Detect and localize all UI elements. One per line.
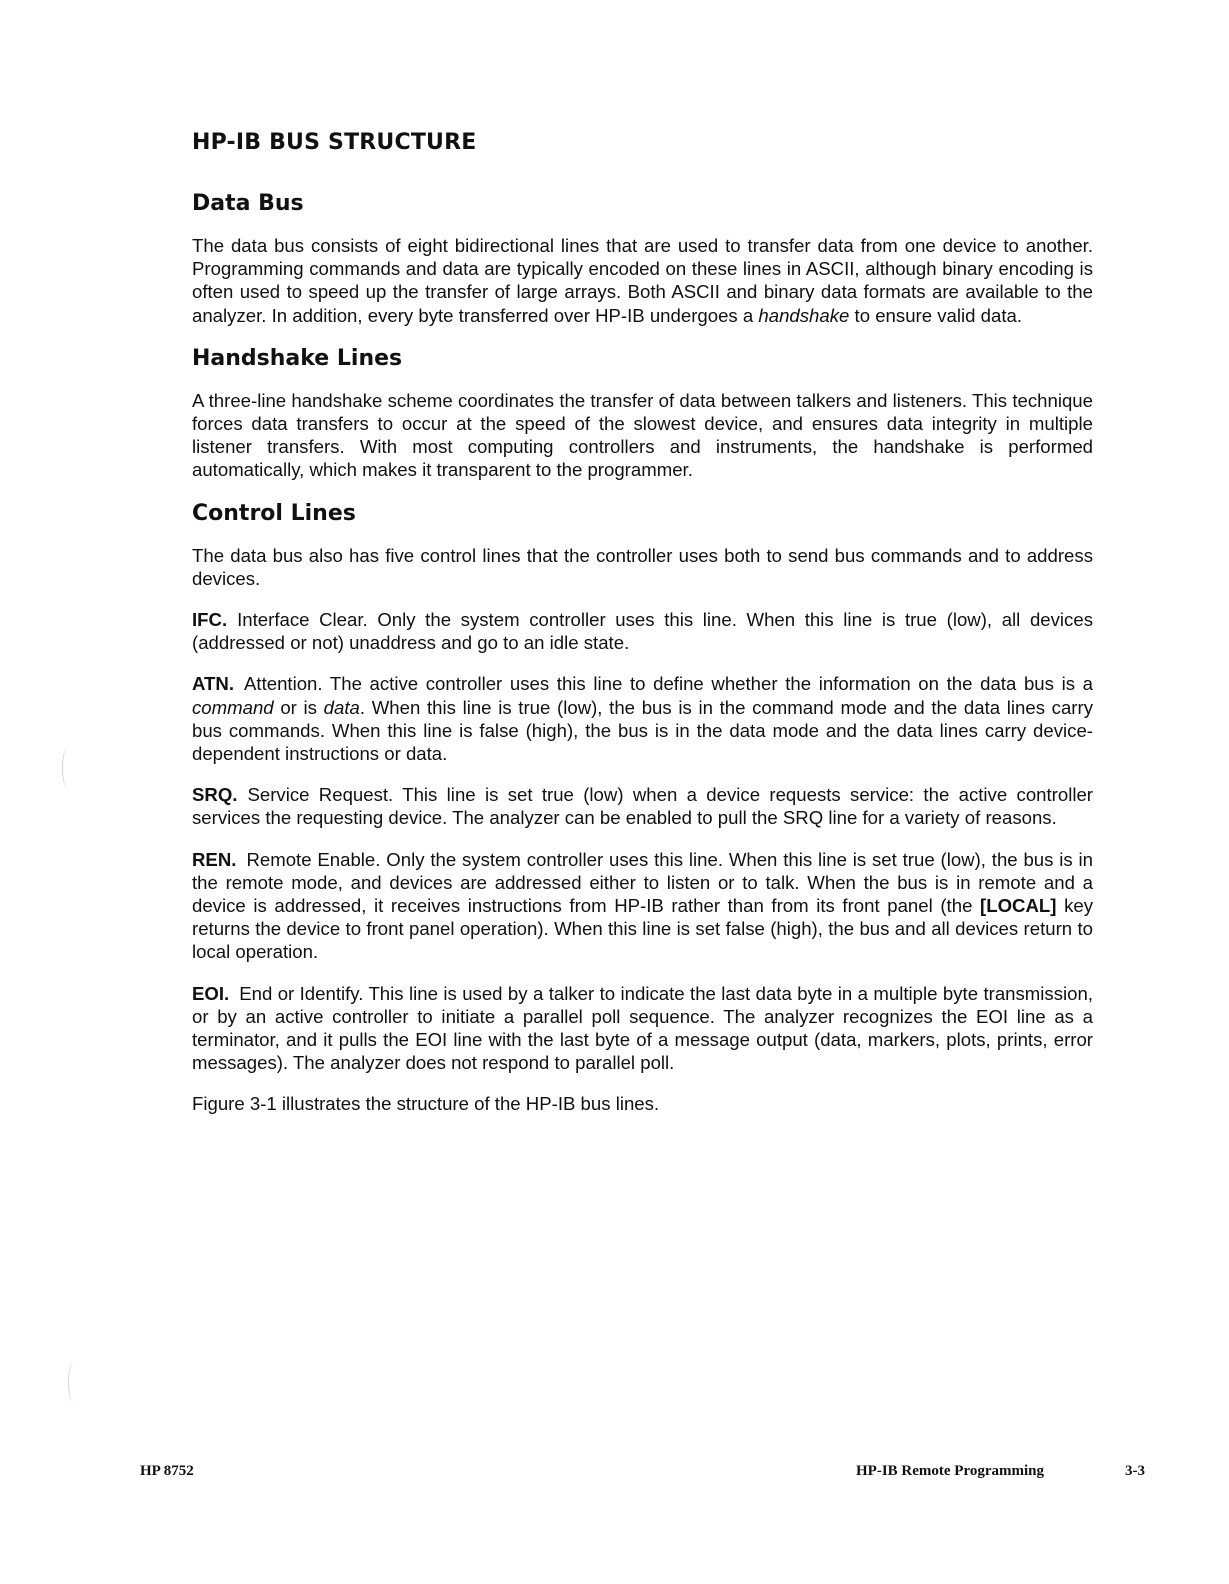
scan-artifact (62, 748, 73, 788)
text-run: Attention. The active controller uses this line to define whether the information on the data bus is a (244, 673, 1093, 695)
paragraph-ifc (192, 608, 1093, 654)
text-run: . When this line is true (low), the bus is in the command mode and the data lines carry bus commands. When this line is false (high), the bus is in the data mode and the data lines carry device-dependent instructions or data. (192, 696, 1093, 765)
scan-artifact (68, 1362, 79, 1402)
heading-control-lines: Control Lines (192, 500, 356, 526)
text-run: or is (273, 696, 324, 718)
term-srq: SRQ. (192, 784, 238, 806)
paragraph-data-bus (192, 234, 1093, 327)
text-run: The data bus consists of eight bidirectional lines that are used to transfer data from one device to another. Programming commands and data are typically encoded on these lines in ASCII, although binary encoding is often used to speed up the transfer of large arrays. Both ASCII and binary data formats are available to the analyzer. In addition, every byte transferred over HP-IB undergoes a (192, 235, 1093, 326)
emphasis-handshake: handshake (758, 304, 850, 326)
paragraph-atn (192, 672, 1093, 765)
page-footer (0, 1463, 1229, 1487)
paragraph-control-lines-intro: The data bus also has five control lines that the controller uses both to send bus commands and to address devices. (192, 544, 1093, 589)
term-eoi: EOI. (192, 982, 230, 1004)
term-ren: REN. (192, 848, 237, 870)
text-run: to ensure valid data. (849, 304, 1022, 326)
heading-data-bus: Data Bus (192, 191, 304, 216)
paragraph-figure-reference: Figure 3-1 illustrates the structure of the HP-IB bus lines. (192, 1093, 660, 1115)
text-run: key returns the device to front panel operation). When this line is set false (high), the bus and all devices return to local operation. (192, 895, 1094, 963)
heading-handshake-lines: Handshake Lines (192, 345, 403, 371)
term-atn: ATN. (192, 673, 234, 695)
paragraph-handshake-lines: A three-line handshake scheme coordinates the transfer of data between talkers and listeners. This technique forces data transfers to occur at the speed of the slowest device, and ensures data integrity in multiple listener transfers. With most computing controllers and instruments, the handshake is performed automatically, which makes it transparent to the programmer. (192, 389, 1093, 481)
page-title: HP-IB BUS STRUCTURE (192, 130, 477, 155)
emphasis-command: command (192, 696, 274, 718)
paragraph-srq (192, 783, 1093, 829)
text-run: End or Identify. This line is used by a talker to indicate the last data byte in a multiple byte transmission, or by an active controller to initiate a parallel poll sequence. The analyzer recognizes the EOI line as a terminator, and it pulls the EOI line with the last byte of a message output (data, markers, plots, prints, error messages). The analyzer does not respond to parallel poll. (192, 982, 1093, 1074)
paragraph-eoi (192, 982, 1093, 1075)
text-run: Remote Enable. Only the system controller uses this line. When this line is set true (low), the bus is in the remote mode, and devices are addressed either to listen or to talk. When the bus is in remote and a device is addressed, it receives instructions from HP-IB rather than from its front panel (the (192, 848, 1093, 917)
text-run: Service Request. This line is set true (low) when a device requests service: the active controller services the requesting device. The analyzer can be enabled to pull the SRQ line for a variety of reasons. (192, 784, 1093, 829)
footer-model: HP 8752 (140, 1463, 194, 1479)
key-local: [LOCAL] (980, 895, 1057, 917)
footer-chapter-title: HP-IB Remote Programming (856, 1463, 1045, 1479)
page-number: 3-3 (1125, 1463, 1145, 1479)
emphasis-data: data (323, 696, 360, 718)
paragraph-ren (192, 848, 1093, 964)
page-content (189, 128, 1093, 1134)
text-run: Interface Clear. Only the system controller uses this line. When this line is true (low), all devices (addressed or not) unaddress and go to an idle state. (192, 609, 1093, 654)
term-ifc: IFC. (192, 609, 228, 631)
